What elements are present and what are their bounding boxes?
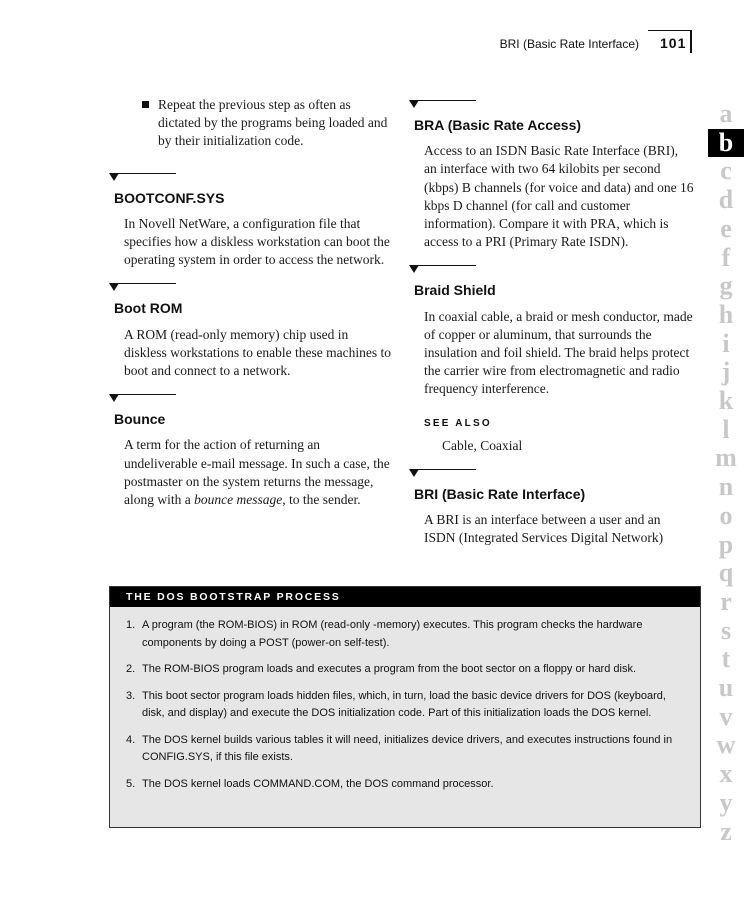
right-column (412, 100, 694, 562)
list-item (126, 617, 682, 652)
index-letter-w[interactable]: w (716, 730, 736, 760)
glossary-entry-boot-rom (112, 283, 394, 380)
page-number: 101 (660, 35, 687, 51)
list-item (126, 688, 682, 723)
entry-term: BRI (Basic Rate Interface) (414, 486, 586, 503)
glossary-entry-bri (412, 469, 694, 548)
glossary-entry-braid-shield (412, 265, 694, 455)
index-letter-v[interactable]: v (719, 701, 733, 731)
alphabet-thumb-index (708, 100, 749, 846)
entry-marker-icon (412, 265, 694, 275)
entry-term: BRA (Basic Rate Access) (414, 117, 582, 133)
entry-marker-icon (112, 173, 394, 183)
running-title: BRI (Basic Rate Interface) (499, 37, 639, 51)
step-number: 1. (126, 619, 136, 631)
step-text: This boot sector program loads hidden files, which, in turn, load the basic device drivers for DOS (keyboard, disk, and display) and execute the DOS initialization code. Part of this initialization loads the DOS kernel. (142, 689, 666, 719)
definition-text: A term for the action of returning an undeliverable e-mail message. In such a case, the postmaster on the system returns the message, along with a (124, 437, 390, 508)
step-text: The ROM-BIOS program loads and executes a program from the boot sector on a floppy or hard disk. (142, 663, 637, 675)
step-number: 5. (126, 777, 136, 790)
step-number: 3. (126, 689, 136, 702)
index-letter-f[interactable]: f (721, 242, 731, 272)
index-letter-a[interactable]: a (719, 99, 733, 128)
see-also-label: SEE ALSO (424, 417, 492, 429)
glossary-entry-bounce (112, 394, 394, 509)
index-letter-t[interactable]: t (721, 644, 731, 674)
entry-term: Bounce (114, 411, 166, 428)
step-text: A program (the ROM-BIOS) in ROM (read-only -memory) executes. This program checks the hardware components by doing a POST (power-on self-test). (142, 619, 643, 649)
index-letter-b[interactable]: b (708, 129, 744, 158)
entry-term: Boot ROM (114, 300, 183, 317)
index-letter-x[interactable]: x (719, 759, 733, 789)
entry-marker-icon (412, 100, 694, 110)
entry-definition: In Novell NetWare, a configuration file that specifies how a diskless workstation can boot the operating system in order to access the network. (124, 215, 390, 268)
definition-text-end: , to the sender. (282, 492, 361, 508)
index-letter-r[interactable]: r (720, 586, 732, 616)
entry-term: BOOTCONF.SYS (114, 189, 225, 206)
glossary-entry-bra (412, 100, 694, 251)
header-vertical-rule (690, 30, 692, 53)
entry-definition: In coaxial cable, a braid or mesh conductor, made of copper or aluminum, that surrounds the insulation and foil shield. The braid helps protect the carrier wire from electromagnetic and radio frequency interference. (424, 308, 693, 397)
entry-term: Braid Shield (414, 282, 496, 299)
index-letter-u[interactable]: u (718, 673, 734, 703)
square-bullet-icon (142, 101, 149, 108)
index-letter-e[interactable]: e (720, 213, 732, 243)
page-header (0, 0, 749, 60)
bullet-text: Repeat the previous step as often as dictated by the programs being loaded and by their initialization code. (158, 97, 388, 149)
index-letter-d[interactable]: d (718, 185, 734, 215)
entry-marker-icon (112, 394, 394, 404)
see-also-link[interactable]: Cable, Coaxial (442, 437, 523, 453)
step-number: 4. (126, 733, 136, 746)
bullet-item (112, 96, 394, 151)
index-letter-l[interactable]: l (722, 414, 730, 444)
index-letter-s[interactable]: s (720, 615, 732, 645)
step-text: The DOS kernel loads COMMAND.COM, the DOS command processor. (142, 777, 494, 790)
list-item (126, 661, 682, 679)
header-rule (648, 30, 692, 31)
glossary-entry-bootconf (112, 173, 394, 270)
entry-definition: Access to an ISDN Basic Rate Interface (BRI), an interface with two 64 kilobits per second (kbps) B channels (for voice and data) and one 16 kbps D channel (for call and customer information). Compare it with PRA, which is access to a PRI (Primary Rate ISDN). (424, 143, 694, 250)
entry-definition: A ROM (read-only memory) chip used in diskless workstations to enable these machines to boot and connect to a network. (124, 326, 391, 379)
step-number: 2. (126, 663, 136, 675)
left-column (112, 96, 394, 523)
index-letter-q[interactable]: q (718, 558, 734, 588)
list-item (126, 776, 682, 794)
index-letter-i[interactable]: i (722, 328, 730, 358)
index-letter-j[interactable]: j (721, 357, 731, 387)
step-text: The DOS kernel builds various tables it will need, initializes device drivers, and executes instructions found in CONFIG.SYS, if this file exists. (142, 733, 673, 763)
index-letter-c[interactable]: c (720, 156, 732, 186)
sidebar-box (109, 586, 701, 828)
index-letter-g[interactable]: g (719, 271, 733, 301)
index-letter-h[interactable]: h (718, 299, 734, 329)
index-letter-o[interactable]: o (719, 500, 733, 530)
entry-marker-icon (112, 283, 394, 293)
index-letter-y[interactable]: y (719, 787, 733, 817)
index-letter-m[interactable]: m (715, 443, 737, 473)
index-letter-n[interactable]: n (718, 472, 734, 502)
entry-definition: A BRI is an interface between a user and an ISDN (Integrated Services Digital Network) (424, 512, 664, 546)
index-letter-p[interactable]: p (718, 529, 734, 559)
list-item (126, 732, 682, 767)
bootstrap-steps-list (110, 607, 700, 793)
index-letter-k[interactable]: k (718, 386, 734, 416)
entry-marker-icon (412, 469, 694, 479)
sidebar-box-title: THE DOS BOOTSTRAP PROCESS (110, 587, 700, 607)
entry-definition (124, 436, 394, 509)
index-letter-z[interactable]: z (720, 816, 732, 846)
definition-italic-term: bounce message (194, 492, 283, 508)
